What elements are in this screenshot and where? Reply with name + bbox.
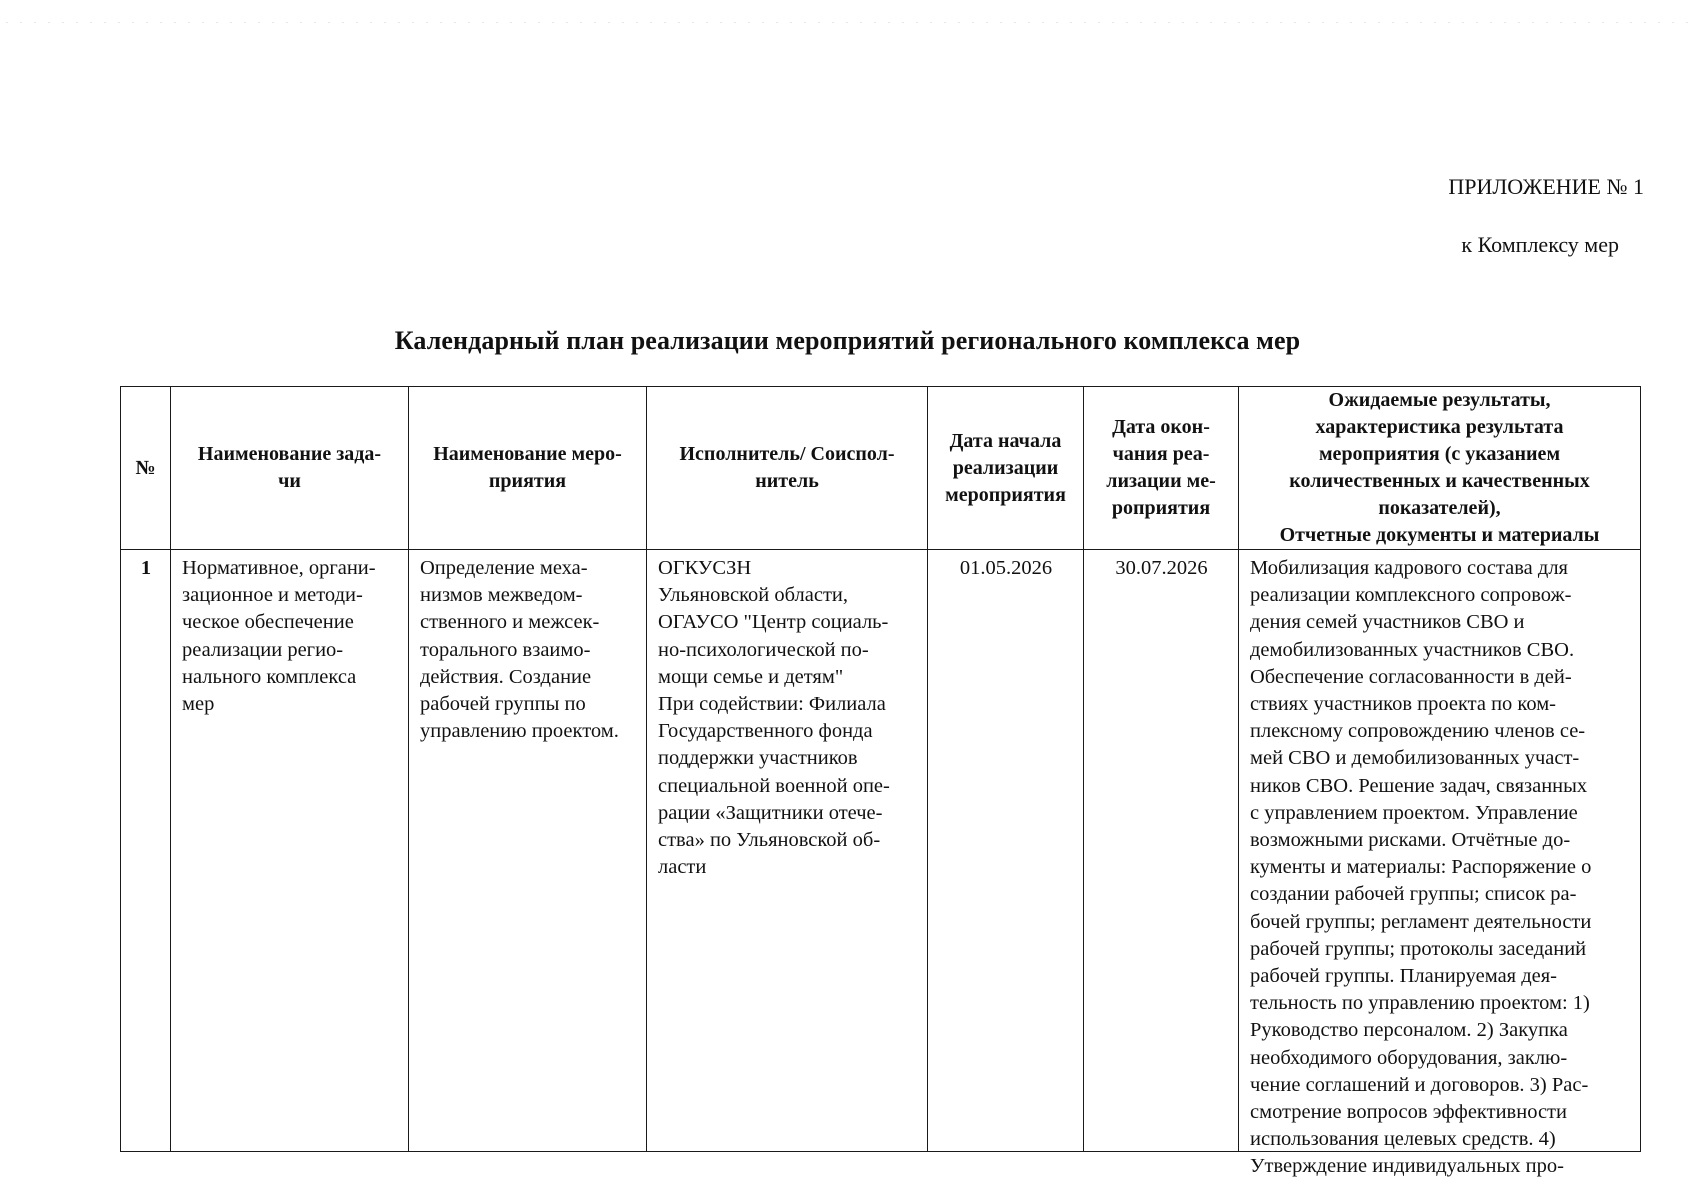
header-executor-text: Исполнитель/ Соиспол- нитель [679, 443, 895, 492]
results-clip [1250, 555, 1630, 1178]
task-text: Нормативное, органи- зационное и методи- ческое обеспечение реализации регио- нального комплекса мер [182, 557, 376, 716]
task-cell [171, 550, 409, 1152]
event-text: Определение меха- низмов межведом- ственного и межсек- торального взаимо- действия. Создание рабочей группы по управлению проектом. [420, 557, 619, 743]
header-executor [647, 387, 928, 550]
executor-cell [647, 550, 928, 1152]
end-date-cell: 30.07.2026 [1084, 550, 1239, 1152]
header-results [1239, 387, 1641, 550]
header-event-text: Наименование меро- приятия [433, 443, 622, 492]
executor-text: ОГКУСЗН Ульяновской области, ОГАУСО "Центр социаль- но-психологической по- мощи семье и детям" При содействии: Филиала Государственного фонда поддержки участников специальной военной опе- рации «Защитники отече- ства» по Ульяновской об- ласти [658, 557, 890, 879]
header-end-date-text: Дата окон- чания реа- лизации ме- роприятия [1106, 416, 1216, 519]
results-cell [1239, 550, 1641, 1178]
header-task [171, 387, 409, 550]
header-start-date [928, 387, 1084, 550]
row-number: 1 [121, 550, 171, 1152]
calendar-plan-table [120, 386, 1641, 1178]
header-start-date-text: Дата начала реализации мероприятия [945, 429, 1066, 506]
appendix-label: ПРИЛОЖЕНИЕ № 1 [1448, 174, 1644, 199]
scan-speckle-line [0, 22, 1695, 23]
start-date-cell: 01.05.2026 [928, 550, 1084, 1152]
table-header-row [121, 387, 1641, 550]
header-event [409, 387, 647, 550]
header-end-date [1084, 387, 1239, 550]
header-task-text: Наименование зада- чи [197, 443, 382, 492]
table-row [121, 550, 1641, 1152]
event-cell [409, 550, 647, 1152]
results-text: Мобилизация кадрового состава для реализации комплексного сопровож- дения семей участников СВО и демобилизованных участников СВО. Обеспечение согласованности в дей- ствиях участников проекта по ком- плексному сопровождению членов се- мей СВО и демобилизованных участ- ников СВО. Решение задач, связанных с управлением проектом. Управление возможными рисками. Отчётные до- кументы и материалы: Распоряжение о создании рабочей группы; список ра- бочей группы; регламент деятельности рабочей группы; протоколы заседаний рабочей группы. Планируемая дея- тельность по управлению проектом: 1) Руководство персоналом. 2) Закупка необходимого оборудования, заклю- чение соглашений и договоров. 3) Рас- смотрение вопросов эффективности использования целевых средств. 4) Утверждение индивидуальных про- [1250, 557, 1592, 1178]
header-number [121, 387, 171, 550]
header-number-text: № [135, 456, 156, 479]
appendix-subtitle: к Комплексу мер [1461, 232, 1619, 257]
document-title: Календарный план реализации мероприятий регионального комплекса мер [394, 326, 1301, 355]
header-results-text: Ожидаемые результаты, характеристика результата мероприятия (с указанием количественных и качественных показателей), Отчетные документы и материалы [1279, 389, 1600, 546]
